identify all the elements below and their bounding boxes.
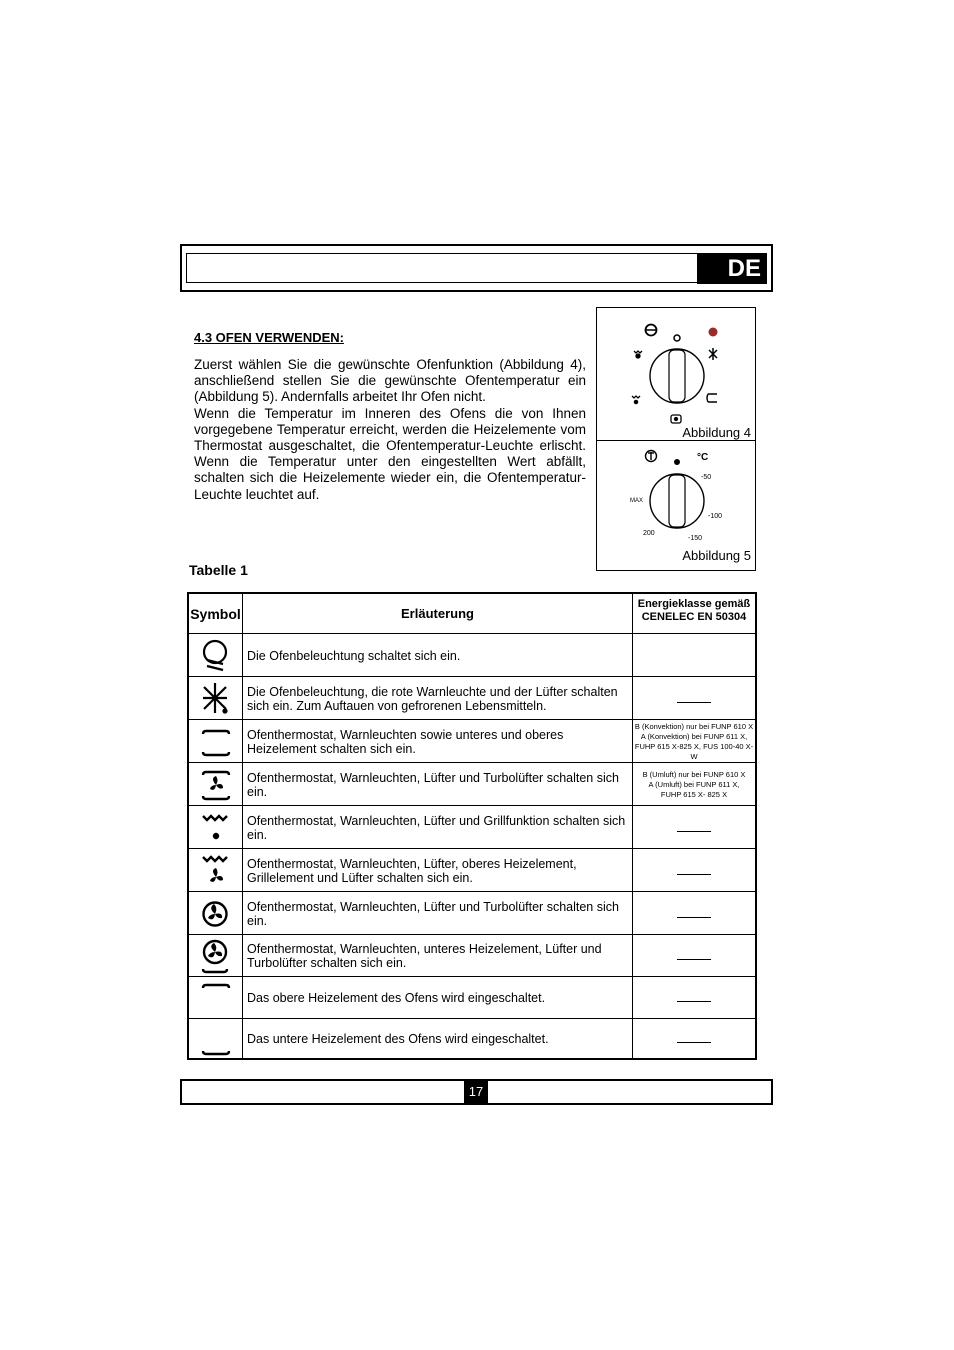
header-energy-class: Energieklasse gemäß CENELEC EN 50304 xyxy=(637,598,751,623)
tick-200: 200 xyxy=(643,530,655,537)
grill-symbol-icon xyxy=(632,396,640,404)
tick-max: MAX xyxy=(630,498,644,504)
celsius-unit: °C xyxy=(697,452,709,463)
header-symbol: Symbol xyxy=(190,606,241,622)
table-row xyxy=(189,763,755,806)
energy-class-cell xyxy=(633,819,755,837)
symbol-cell xyxy=(189,806,242,849)
section-body xyxy=(194,357,586,503)
defrost-icon xyxy=(201,681,231,717)
top-heat-icon xyxy=(201,980,231,1016)
figure-temperature-knob xyxy=(596,440,756,571)
page-number: 17 xyxy=(464,1081,488,1103)
symbol-cell xyxy=(189,1019,242,1058)
table-row xyxy=(189,806,755,849)
table-row xyxy=(189,977,755,1019)
explanation-cell: Ofenthermostat, Warnleuchten, Lüfter und Grillfunktion schalten sich ein. xyxy=(247,813,626,842)
fan-turbo-icon xyxy=(201,767,231,803)
energy-class-dash xyxy=(677,831,711,832)
energy-class-cell xyxy=(633,862,755,880)
table-row xyxy=(189,677,755,720)
figure-function-knob xyxy=(596,307,756,441)
top-bottom-heat-icon xyxy=(201,724,231,760)
explanation-cell: Ofenthermostat, Warnleuchten, Lüfter, oberes Heizelement, Grillelement und Lüfter schalten sich ein. xyxy=(247,856,577,885)
explanation-cell: Die Ofenbeleuchtung, die rote Warnleuchte und der Lüfter schalten sich ein. Zum Auftauen von gefrorenen Lebensmitteln. xyxy=(247,684,618,713)
temperature-knob-grip xyxy=(669,475,685,527)
energy-class-dash xyxy=(677,917,711,918)
symbol-cell xyxy=(189,763,242,806)
energy-class-dash xyxy=(677,959,711,960)
energy-class-cell xyxy=(633,905,755,923)
warning-light-icon xyxy=(709,328,718,337)
bottom-heat-icon xyxy=(201,1021,231,1057)
grill-icon xyxy=(201,810,231,846)
header-explanation: Erläuterung xyxy=(401,606,474,621)
energy-class-cell xyxy=(633,989,755,1007)
paragraph-2: Wenn die Temperatur im Inneren des Ofens die von Ihnen vorgegebene Temperatur erreicht, werden die Heizelemente vom Thermostat ausgeschaltet, die Ofentemperatur-Leuchte erlischt. Wenn die Temperatur unter den eingestellten Wert abfällt, schalten sich die Heizelemente wieder ein, die Ofentemperatur-Leuchte leuchtet auf. xyxy=(194,405,586,502)
energy-class-line: FUHP 615 X-825 X, FUS 100-40 X-W xyxy=(634,741,754,761)
header-title-box xyxy=(186,253,698,283)
table-row xyxy=(189,720,755,763)
fan-symbol-icon xyxy=(671,415,681,423)
symbol-cell xyxy=(189,892,242,935)
table-row xyxy=(189,1019,755,1058)
symbol-cell xyxy=(189,677,242,720)
grill-fan-symbol-icon xyxy=(634,351,642,358)
explanation-cell: Ofenthermostat, Warnleuchten sowie unteres und oberes Heizelement schalten sich ein. xyxy=(247,727,564,756)
language-badge: DE xyxy=(697,253,767,284)
explanation-cell: Ofenthermostat, Warnleuchten, unteres Heizelement, Lüfter und Turbolüfter schalten sich ein. xyxy=(247,942,602,970)
energy-class-dash xyxy=(677,1001,711,1002)
energy-class-cell xyxy=(633,770,755,800)
energy-class-dash xyxy=(677,702,711,703)
function-knob-grip xyxy=(669,350,685,402)
figure-5-caption: Abbildung 5 xyxy=(682,548,751,563)
tick-150: -150 xyxy=(688,535,703,542)
explanation-cell: Das obere Heizelement des Ofens wird eingeschaltet. xyxy=(247,991,546,1005)
turbo-fan-icon xyxy=(201,896,231,932)
symbol-cell xyxy=(189,935,242,977)
explanation-cell: Das untere Heizelement des Ofens wird eingeschaltet. xyxy=(247,1031,549,1046)
symbol-cell xyxy=(189,849,242,892)
section-title: 4.3 OFEN VERWENDEN: xyxy=(194,330,345,345)
table-row xyxy=(189,634,755,677)
energy-class-line: A (Umluft) bei FUNP 611 X, xyxy=(648,779,740,789)
energy-class-dash xyxy=(677,1042,711,1043)
energy-class-line: FUHP 615 X- 825 X xyxy=(660,789,728,799)
paragraph-1: Zuerst wählen Sie die gewünschte Ofenfunktion (Abbildung 4), anschließend stellen Sie die gewünschte Ofentemperatur ein (Abbildung 5). Andernfalls arbeitet Ihr Ofen nicht. xyxy=(194,357,586,405)
bottom-fan-icon xyxy=(201,938,231,974)
lamp-icon xyxy=(201,638,231,674)
explanation-cell: Ofenthermostat, Warnleuchten, Lüfter und Turbolüfter schalten sich ein. xyxy=(247,770,619,799)
energy-class-cell xyxy=(633,947,755,965)
defrost-symbol-icon xyxy=(709,348,717,360)
knob-marker-dot xyxy=(674,459,680,465)
explanation-cell: Die Ofenbeleuchtung schaltet sich ein. xyxy=(247,648,461,663)
symbol-cell xyxy=(189,634,242,677)
table-label: Tabelle 1 xyxy=(189,562,248,578)
energy-class-line: A (Konvektion) bei FUNP 611 X, xyxy=(640,731,748,741)
grill-fan-icon xyxy=(201,853,231,889)
function-knob-drawing xyxy=(597,308,755,440)
energy-class-cell xyxy=(633,722,755,762)
energy-class-cell xyxy=(633,690,755,708)
energy-class-line: B (Konvektion) nur bei FUNP 610 X xyxy=(634,721,754,731)
tick-50: -50 xyxy=(701,474,712,481)
off-position-icon xyxy=(674,335,680,341)
table-row xyxy=(189,892,755,935)
symbol-cell xyxy=(189,977,242,1019)
table-row xyxy=(189,935,755,977)
symbol-cell xyxy=(189,720,242,763)
energy-class-dash xyxy=(677,874,711,875)
explanation-cell: Ofenthermostat, Warnleuchten, Lüfter und Turbolüfter schalten sich ein. xyxy=(247,899,619,928)
table-row xyxy=(189,849,755,892)
top-bottom-symbol-icon xyxy=(707,394,717,402)
energy-class-line: B (Umluft) nur bei FUNP 610 X xyxy=(642,769,746,779)
function-table xyxy=(187,592,757,1060)
tick-100: -100 xyxy=(708,513,723,520)
energy-class-cell xyxy=(633,1030,755,1048)
figure-4-caption: Abbildung 4 xyxy=(682,425,751,440)
